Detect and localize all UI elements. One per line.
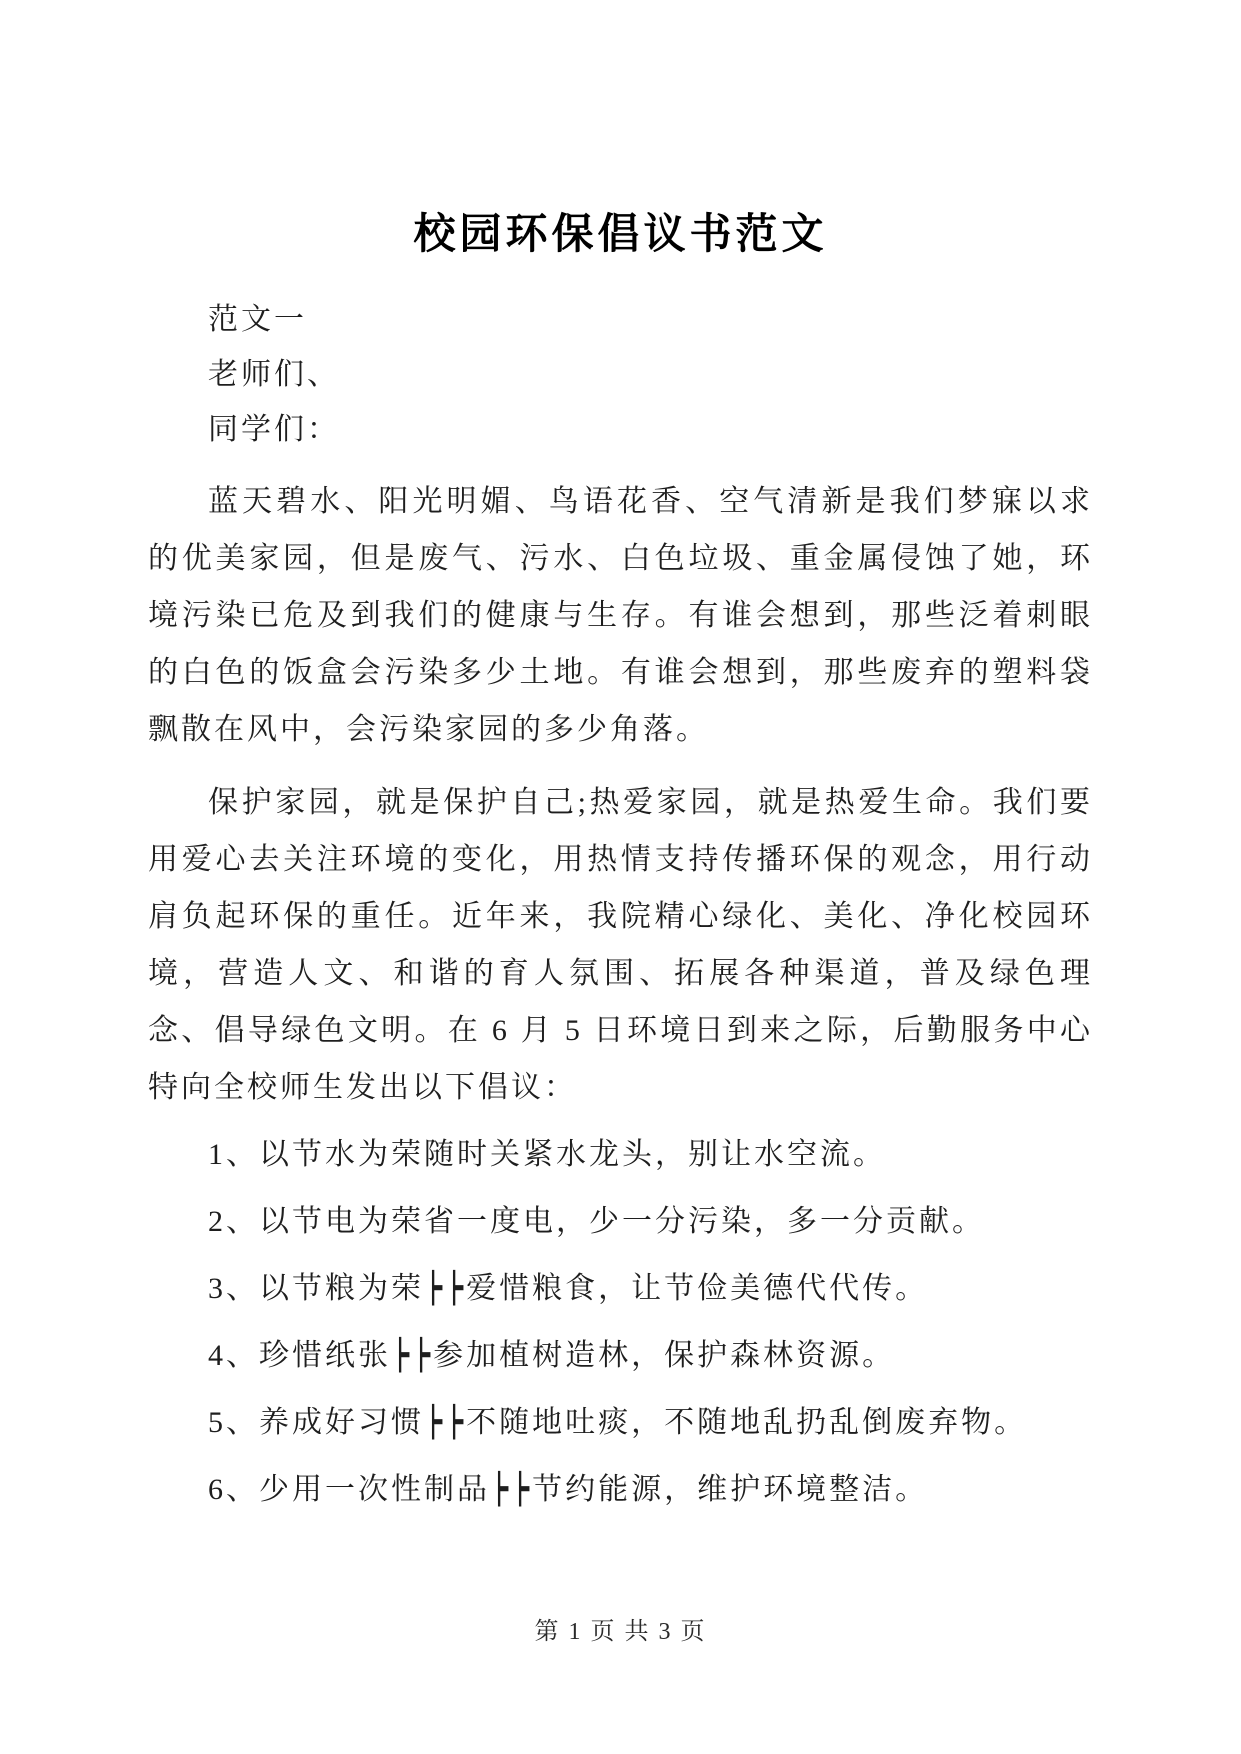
intro-line-sample-label: 范文一: [208, 303, 307, 336]
document-title: 校园环保倡议书范文: [413, 212, 828, 258]
body-paragraph: 蓝天碧水、阳光明媚、鸟语花香、空气清新是我们梦寐以求的优美家园，但是废气、污水、白色垃圾、重金属侵蚀了她，环境污染已危及到我们的健康与生存。有谁会想到，那些泛着刺眼的白色的饭盒会污染多少土地。有谁会想到，那些废弃的塑料袋飘散在风中，会污染家园的多少角落。: [148, 485, 1093, 746]
proposal-item-6: 6、少用一次性制品┝┝节约能源，维护环境整洁。: [208, 1473, 929, 1506]
proposal-item-3: 3、以节粮为荣┝┝爱惜粮食，让节俭美德代代传。: [208, 1272, 929, 1305]
page-number-indicator: 第 1 页 共 3 页: [534, 1619, 707, 1645]
document-content: [148, 210, 1093, 1518]
proposal-item-2: 2、以节电为荣省一度电，少一分污染，多一分贡献。: [208, 1205, 985, 1238]
proposal-item-4: 4、珍惜纸张┝┝参加植树造林，保护森林资源。: [208, 1339, 896, 1372]
intro-line-teachers: 老师们、: [208, 358, 340, 391]
body-paragraph: 保护家园，就是保护自己;热爱家园，就是热爱生命。我们要用爱心去关注环境的变化，用热情支持传播环保的观念，用行动肩负起环保的重任。近年来，我院精心绿化、美化、净化校园环境，营造人文、和谐的育人氛围、拓展各种渠道，普及绿色理念、倡导绿色文明。在 6 月 5 日环境日到来之际，后勤服务中心特向全校师生发出以下倡议：: [148, 786, 1093, 1104]
proposal-item-1: 1、以节水为荣随时关紧水龙头，别让水空流。: [208, 1138, 886, 1171]
intro-line-students: 同学们：: [208, 413, 340, 446]
proposal-item-5: 5、养成好习惯┝┝不随地吐痰，不随地乱扔乱倒废弃物。: [208, 1406, 1028, 1439]
